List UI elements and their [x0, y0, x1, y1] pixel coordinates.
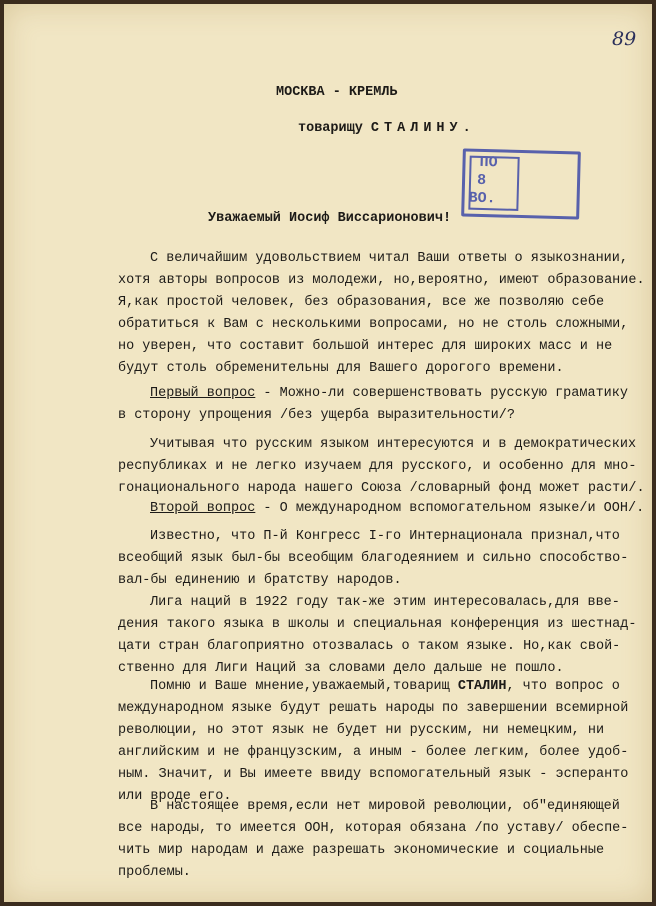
text-line: ным. Значит, и Вы имеете ввиду вспомогательный язык - эсперанто	[118, 767, 629, 782]
stamp-line-2: 8	[476, 171, 487, 190]
text-line: С величайшим удовольствием читал Ваши ответы о языкознании,	[150, 251, 628, 266]
text-line: все народы, то имеется ООН, которая обязана /по уставу/ обеспе-	[118, 821, 629, 836]
text-line: республиках и не легко изучаем для русского, и особенно для мно-	[118, 459, 637, 474]
page-number: 89	[612, 28, 637, 50]
recipient-name: СТАЛИНУ.	[370, 121, 476, 136]
text-line: цати стран благоприятно отозвалась о таком языке. Но,как свой-	[118, 639, 621, 654]
p5-line1-pre: Помню и Ваше мнение,уважаемый,товарищ	[150, 679, 458, 694]
text-line: всеобщий язык был-бы всеобщим благодеянием и сильно способство-	[118, 551, 629, 566]
p5-line1-post: , что вопрос о	[506, 679, 620, 694]
text-line: дения такого языка в школы и специальная конференция из шестнад-	[118, 617, 637, 632]
text-line: но уверен, что составит большой интерес для широких масс и не	[118, 339, 613, 354]
p5-line1-name: СТАЛИН	[457, 679, 507, 694]
text-line: английским и не французским, а иным - более легким, более удоб-	[118, 745, 629, 760]
question-2-line	[150, 498, 644, 520]
question-1-line	[150, 383, 628, 405]
question-2-label: Второй вопрос	[150, 501, 256, 516]
text-line: в сторону упрощения /без ущерба выразительности/?	[118, 408, 515, 423]
recipient-prefix: товарищу	[298, 121, 363, 136]
text-line: вал-бы единению и братству народов.	[118, 573, 402, 588]
text-line: международном языке будут решать народы по завершении всемирной	[118, 701, 629, 716]
stamp-line-3: ВО.	[468, 189, 496, 208]
text-line: Учитывая что русским языком интересуются и в демократических	[150, 437, 637, 452]
text-line: гонационального народа нашего Союза /словарный фонд может расти/.	[118, 481, 645, 496]
question-1-label: Первый вопрос	[150, 386, 256, 401]
text-line: Известно, что П-й Конгресс I-го Интернационала признал,что	[150, 529, 620, 544]
text-line: или вроде его.	[118, 789, 232, 804]
registration-stamp	[461, 148, 581, 219]
question-2-text: - О международном вспомогательном языке/и ООН/.	[255, 501, 645, 516]
document-page	[4, 4, 652, 902]
text-line: чить мир народам и даже разрешать экономические и социальные	[118, 843, 605, 858]
text-line: Лига наций в 1922 году так-же этим интересовалась,для вве-	[150, 595, 620, 610]
text-line: Я,как простой человек, без образования, все же позволяю себе	[118, 295, 605, 310]
text-line: В настоящее время,если нет мировой революции, об"единяющей	[150, 799, 620, 814]
greeting: Уважаемый Иосиф Виссарионович!	[208, 211, 452, 226]
stamp-line-1: ПО	[479, 153, 498, 172]
text-line: обратиться к Вам с несколькими вопросами, но не столь сложными,	[118, 317, 629, 332]
recipient-line	[298, 118, 476, 140]
address-line: МОСКВА - КРЕМЛЬ	[276, 85, 398, 100]
text-line: проблемы.	[118, 865, 191, 880]
text-line: будут столь обременительны для Вашего дорогого времени.	[118, 361, 564, 376]
text-line: революции, но этот язык не будет ни русским, ни немецким, ни	[118, 723, 605, 738]
question-1-text: - Можно-ли совершенствовать русскую граматику	[255, 386, 628, 401]
text-line	[150, 676, 620, 698]
text-line: хотя авторы вопросов из молодежи, но,вероятно, имеют образование.	[118, 273, 645, 288]
text-line: ственно для Лиги Наций за словами дело дальше не пошло.	[118, 661, 564, 676]
